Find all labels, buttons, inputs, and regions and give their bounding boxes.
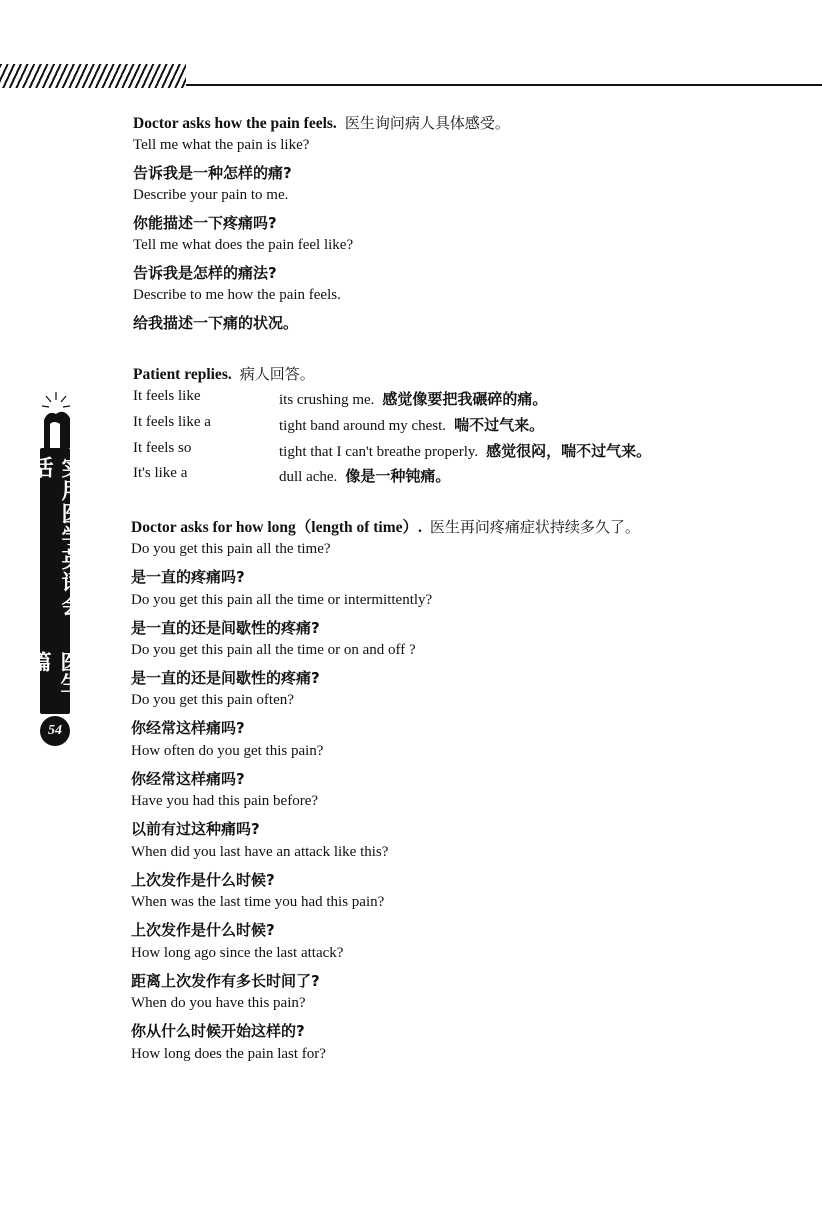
phrase-en: Do you get this pain all the time or on and off ? bbox=[131, 642, 416, 658]
phrase-zh: 上次发作是什么时候? bbox=[131, 921, 275, 939]
heading-en: Doctor asks how the pain feels. bbox=[133, 115, 337, 132]
reply-completion bbox=[279, 388, 547, 409]
reply-en: tight band around my chest. bbox=[279, 418, 447, 434]
page-number: 54 bbox=[40, 716, 70, 746]
reply-lead: It's like a bbox=[133, 465, 188, 481]
phrase-zh: 你从什么时候开始这样的? bbox=[131, 1022, 305, 1040]
book-subtitle: 医生篇 bbox=[28, 651, 82, 694]
reply-lead: It feels so bbox=[133, 440, 192, 456]
book-title: 实用医学英语会话 bbox=[28, 456, 83, 617]
open-book-icon bbox=[38, 390, 74, 450]
phrase-zh: 上次发作是什么时候? bbox=[131, 871, 275, 889]
phrase-en: Do you get this pain often? bbox=[131, 692, 294, 708]
reply-zh: 像是一种钝痛。 bbox=[345, 467, 451, 485]
reply-completion bbox=[279, 465, 450, 486]
heading-zh: 病人回答。 bbox=[239, 365, 315, 383]
reply-completion bbox=[279, 440, 651, 461]
phrase-zh: 距离上次发作有多长时间了? bbox=[131, 972, 320, 990]
phrase-en: When do you have this pain? bbox=[131, 995, 306, 1011]
reply-en: tight that I can't breathe properly. bbox=[279, 444, 479, 460]
phrase-en: Do you get this pain all the time or intermittently? bbox=[131, 592, 433, 608]
phrase-zh: 是一直的还是间歇性的疼痛? bbox=[131, 619, 320, 637]
reply-en: dull ache. bbox=[279, 469, 338, 485]
heading-en: Patient replies. bbox=[133, 366, 232, 383]
phrase-zh: 告诉我是一种怎样的痛? bbox=[133, 164, 292, 182]
section-heading bbox=[131, 515, 640, 537]
reply-zh: 喘不过气来。 bbox=[454, 416, 545, 434]
phrase-en: Describe your pain to me. bbox=[133, 187, 289, 203]
reply-lead: It feels like bbox=[133, 388, 201, 404]
section-heading bbox=[133, 363, 315, 384]
phrase-en: How long does the pain last for? bbox=[131, 1046, 326, 1062]
phrase-zh: 你能描述一下疼痛吗? bbox=[133, 214, 277, 232]
phrase-zh: 是一直的还是间歇性的疼痛? bbox=[131, 669, 320, 687]
header-rule bbox=[186, 84, 822, 86]
phrase-en: How often do you get this pain? bbox=[131, 743, 324, 759]
phrase-zh: 你经常这样痛吗? bbox=[131, 770, 245, 788]
phrase-en: Tell me what does the pain feel like? bbox=[133, 237, 354, 253]
phrase-zh: 是一直的疼痛吗? bbox=[131, 568, 245, 586]
phrase-zh: 你经常这样痛吗? bbox=[131, 719, 245, 737]
phrase-en: Describe to me how the pain feels. bbox=[133, 287, 341, 303]
reply-zh: 感觉像要把我碾碎的痛。 bbox=[382, 390, 548, 408]
header-hatch-decoration bbox=[0, 64, 186, 88]
phrase-en: How long ago since the last attack? bbox=[131, 945, 344, 961]
phrase-zh: 给我描述一下痛的状况。 bbox=[133, 314, 299, 332]
heading-en: Doctor asks for how long（length of time）. bbox=[131, 519, 422, 536]
reply-completion bbox=[279, 414, 544, 435]
phrase-en: When was the last time you had this pain? bbox=[131, 894, 385, 910]
side-tab-bar bbox=[28, 448, 83, 714]
chapter-side-tab bbox=[28, 390, 83, 750]
heading-zh: 医生询问病人具体感受。 bbox=[344, 114, 510, 132]
phrase-en: Tell me what the pain is like? bbox=[133, 137, 310, 153]
phrase-zh: 告诉我是怎样的痛法? bbox=[133, 264, 277, 282]
phrase-zh: 以前有过这种痛吗? bbox=[131, 820, 260, 838]
reply-zh: 感觉很闷，喘不过气来。 bbox=[486, 442, 652, 460]
phrase-en: Do you get this pain all the time? bbox=[131, 541, 331, 557]
reply-en: its crushing me. bbox=[279, 392, 375, 408]
phrase-en: Have you had this pain before? bbox=[131, 793, 319, 809]
heading-zh: 医生再问疼痛症状持续多久了。 bbox=[429, 518, 640, 536]
phrase-en: When did you last have an attack like this? bbox=[131, 844, 389, 860]
reply-lead: It feels like a bbox=[133, 414, 211, 430]
section-heading bbox=[133, 112, 510, 133]
